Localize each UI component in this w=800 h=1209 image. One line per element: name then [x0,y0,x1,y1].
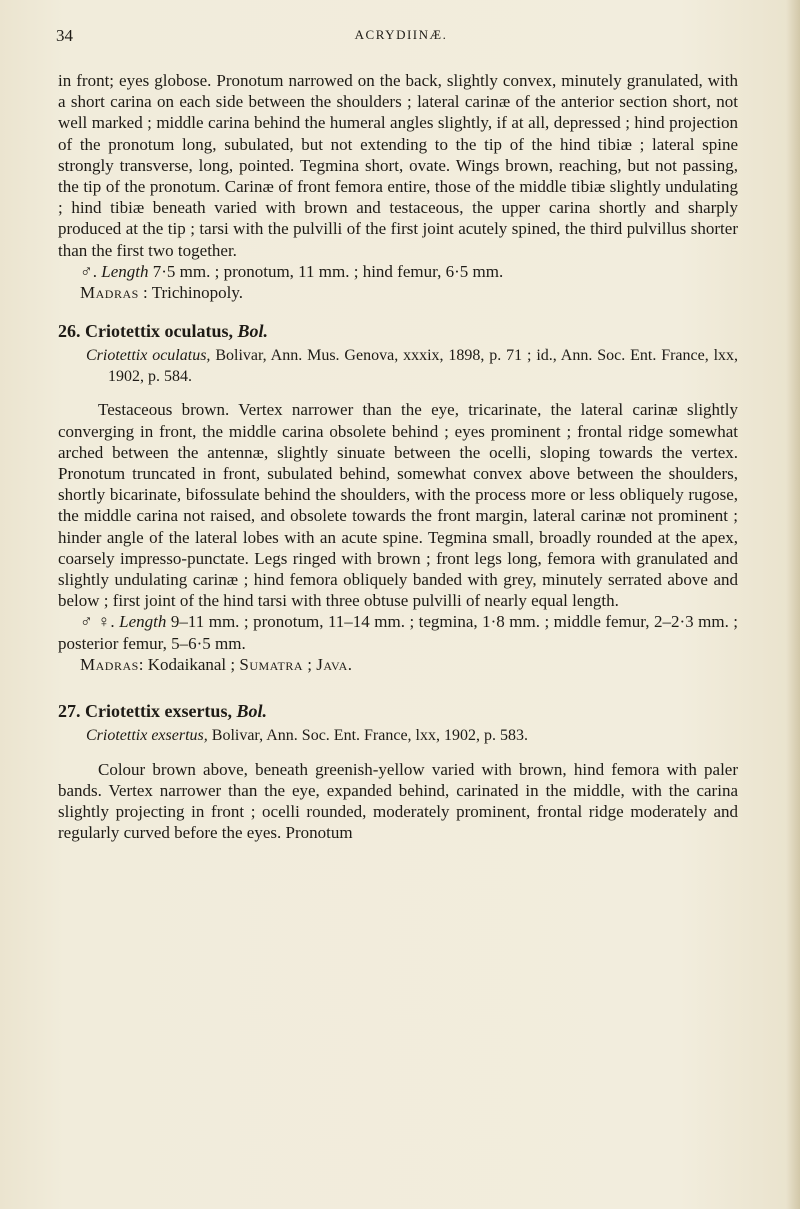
species-heading [58,321,738,342]
reference-citation: Bolivar, Ann. Mus. Genova, xxxix, 1898, p. 71 ; [215,347,532,365]
species-number: 27. [58,701,81,722]
body-text [58,70,738,844]
length-label: Length [119,612,167,632]
species-description: Testaceous brown. Vertex narrower than the eye, tricarinate, the lateral carinæ slightly converging in front, the middle carina obsolete behind ; eyes prominent ; frontal ridge somewhat arched between the antennæ, slightly sinuate between the ocelli, sloping towards the vertex. Pronotum truncated in front, subulated behind, somewhat convex above between the shoulders, shortly bicarinate, bifossulate behind the shoulders, with the process more or less obliquely rugose, the middle carina not raised, and obsolete towards the front margin, lateral carinæ not prominent ; hinder angle of the lateral lobes with an acute spine. Tegmina small, broadly rounded at the apex, coarsely impresso-punctate. Legs ringed with brown ; front legs long, femora with granulated and slightly undulating carinæ ; hind femora obliquely banded with grey, minutely serrated above and below ; first joint of the hind tarsi with three obtuse pulvilli of nearly equal length. [58,400,738,611]
species-name: Criotettix oculatus, [85,321,233,342]
running-head: ACRYDIINÆ. [354,27,448,42]
measurements [58,611,738,653]
locality [58,654,738,675]
species-author: Bol. [237,321,268,342]
page-edge-shadow [786,0,800,1209]
locality [58,282,738,303]
locality-region-3: Java. [316,654,353,674]
sex-symbol: ♂. [80,261,97,281]
locality-region: Madras [80,283,139,303]
measurement-values: 7·5 mm. ; pronotum, 11 mm. ; hind femur, 6·5 mm. [152,261,504,281]
page-header [56,26,746,50]
continued-description: in front; eyes globose. Pronotum narrowed on the back, slightly convex, minutely granulated, with a short carina on each side between the shoulders ; lateral carinæ of the anterior section short, not well marked ; middle carina behind the humeral angles slightly, if at all, depressed ; hind projection of the pronotum long, subulated, but not extending to the tip of the hind tibiæ ; lateral spine strongly transverse, long, pointed. Tegmina short, ovate. Wings brown, reaching, but not passing, the tip of the pronotum. Carinæ of front femora entire, those of the middle tibiæ slightly undulating ; hind tibiæ beneath varied with brown and testaceous, the upper carina shortly and sharply produced at the tip ; tarsi with the pulvilli of the first joint acutely spined, the third pulvillus shorter than the first two together. [58,71,738,260]
locality-region-2: Sumatra [239,654,303,674]
reference-entry [58,726,738,747]
sex-symbol: ♂ ♀. [80,612,115,632]
locality-region: Madras [80,654,139,674]
species-name: Criotettix exsertus, [85,701,232,722]
locality-separator: ; [303,654,317,674]
reference-taxon: Criotettix oculatus, [86,347,211,365]
species-author: Bol. [236,701,267,722]
locality-place: : Kodaikanal ; [138,654,236,674]
locality-place: : Trichinopoly. [143,283,244,303]
species-heading [58,701,738,722]
reference-citation-2: id., Ann. Soc. Ent. France, lxx, 1902, p. 584. [108,347,739,385]
species-description: Colour brown above, beneath greenish-yellow varied with brown, hind femora with paler bands. Vertex narrower than the eye, expanded behind, carinated in the middle, with the carina slightly projecting in front ; ocelli rounded, moderately prominent, frontal ridge moderately and regularly curved before the eyes. Pronotum [58,759,738,843]
measurement-values: 9–11 mm. ; pronotum, 11–14 mm. ; tegmina, 1·8 mm. ; middle femur, 2–2·3 mm. ; posterior femur, 5–6·5 mm. [58,612,739,653]
page-number: 34 [56,26,73,45]
reference-entry [58,346,738,387]
reference-taxon: Criotettix exsertus, [86,727,208,745]
species-number: 26. [58,321,81,342]
measurements [58,261,738,282]
length-label: Length [101,261,149,281]
reference-citation: Bolivar, Ann. Soc. Ent. France, lxx, 1902, p. 583. [211,727,528,745]
